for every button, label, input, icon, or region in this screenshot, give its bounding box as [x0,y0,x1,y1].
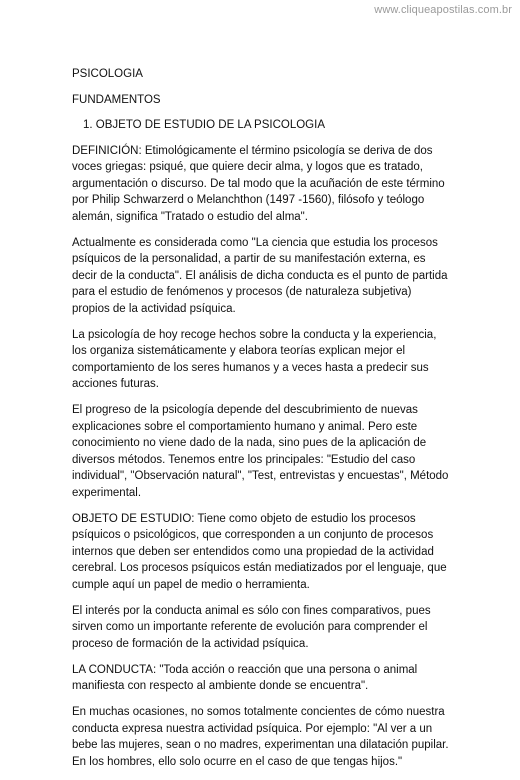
paragraph-conducta-animal: El interés por la conducta animal es sólo con fines comparativos, pues sirven como un importante referente de evolución para comprender el proceso de formación de la actividad psíquica. [72,604,431,650]
paragraph-objeto-estudio: OBJETO DE ESTUDIO: Tiene como objeto de estudio los procesos psíquicos o psicológicos, que corresponden a un conjunto de procesos internos que deben ser entendidos como una propiedad de la actividad cerebral. Los procesos psíquicos están mediatizados por el lenguaje, que cumple aquí un papel de medio o herramienta. [72,512,447,591]
paragraph-actualmente: Actualmente es considerada como "La ciencia que estudia los procesos psíquicos de la personalidad, a partir de su manifestación externa, es decir de la conducta". El análisis de dicha conducta es el punto de partida para el estudio de fenómenos y procesos (de naturaleza subjetiva) propios de la actividad psíquica. [72,236,448,315]
paragraph-la-conducta: LA CONDUCTA: "Toda acción o reacción que una persona o animal manifiesta con respecto al ambiente donde se encuentra". [72,663,418,692]
document-title: PSICOLOGIA [72,68,143,80]
watermark-url[interactable]: www.cliqueapostilas.com.br [374,4,512,16]
subsection-heading: 1. OBJETO DE ESTUDIO DE LA PSICOLOGIA [83,119,325,131]
section-heading: FUNDAMENTOS [72,93,161,106]
paragraph-progreso: El progreso de la psicología depende del descubrimiento de nuevas explicaciones sobre el comportamiento humano y animal. Pero este conocimiento no viene dado de la nada, sino pues de la aplicación de diversos métodos. Tenemos entre los principales: "Estudio del caso individual", "Observación natural", "Test, entrevistas y encuestas", Método experimental. [72,404,449,499]
paragraph-definicion: DEFINICIÓN: Etimológicamente el término psicología se deriva de dos voces griegas: psiqué, que quiere decir alma, y logos que es tratado, argumentación o discurso. De tal modo que la acuñación de este término por Philip Schwarzerd o Melanchthon (1497 -1560), filósofo y teólogo alemán, significa "Tratado o estudio del alma". [72,144,445,223]
paragraph-ocasiones: En muchas ocasiones, no somos totalmente concientes de cómo nuestra conducta expresa nuestra actividad psíquica. Por ejemplo: "Al ver a un bebe las mujeres, sean o no madres, experimentan una dilatación pupilar. En los hombres, ello solo ocurre en el caso de que tengas hijos." [72,706,449,768]
paragraph-psicologia-hoy: La psicología de hoy recoge hechos sobre la conducta y la experiencia, los organiza sistemáticamente y elabora teorías explican mejor el comportamiento de los seres humanos y a veces hasta a predecir sus acciones futuras. [72,328,437,390]
document-page [72,66,452,780]
